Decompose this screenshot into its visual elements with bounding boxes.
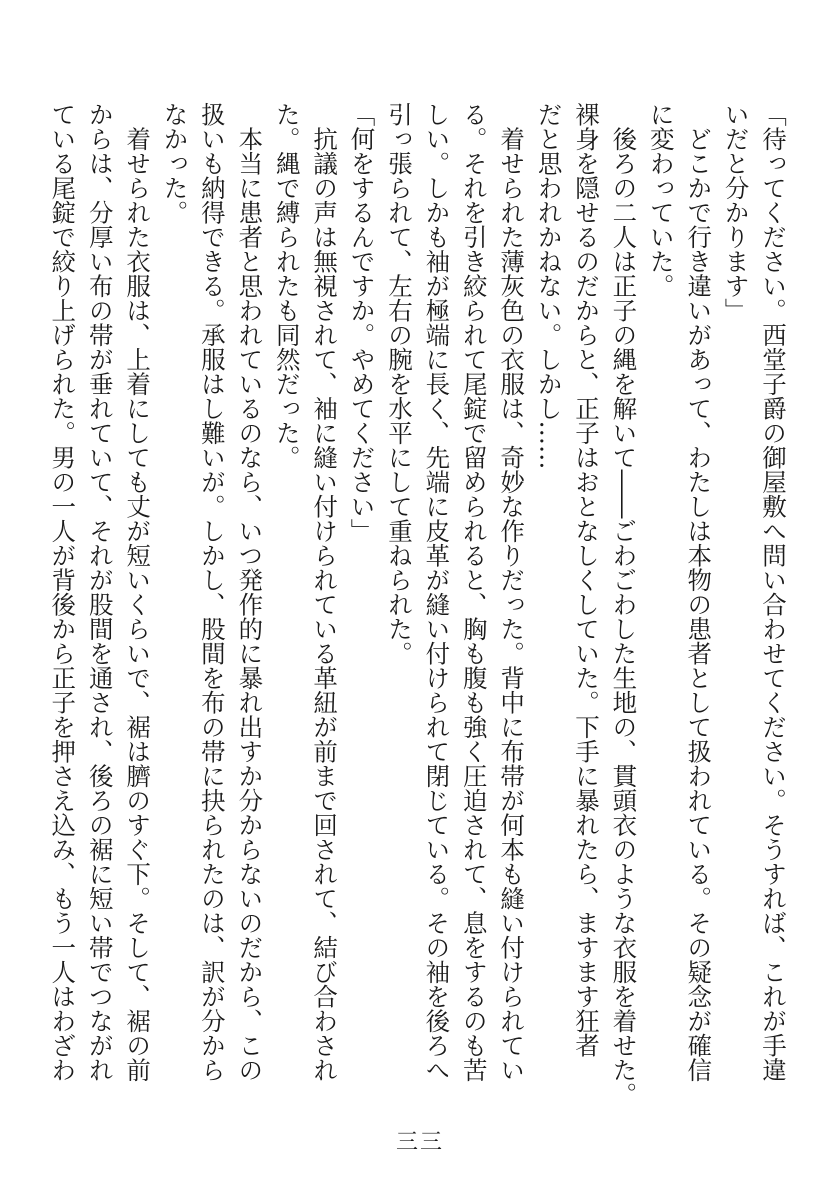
text-line: ている尾錠で絞り上げられた。男の一人が背後から正子を押さえ込み、もう一人はわざわ (48, 102, 78, 1082)
text-line: 裸身を隠せるのだからと、正子はおとなしくしていた。下手に暴れたら、ますます狂者 (571, 102, 601, 1058)
text-line: 本当に患者と思われているのなら、いつ発作的に暴れ出すか分からないのだから、この (235, 102, 265, 1082)
text-line: 引っ張られて、左右の腕を水平にして重ねられた。 (384, 102, 414, 666)
text-line: なかった。 (160, 102, 190, 225)
text-line: いだと分かります」 (721, 102, 751, 323)
text-line: る。それを引き絞られて尾錠で留められると、胸も腹も強く圧迫されて、息をするのも苦 (459, 102, 489, 1082)
text-line: 「何をするんですか。やめてください」 (347, 102, 377, 543)
text-line: だと思われかねない。しかし…… (534, 102, 564, 470)
text-line: に変わっていた。 (646, 102, 676, 298)
text-line: からは、分厚い布の帯が垂れていて、それが股間を通され、後ろの裾に短い帯でつながれ (85, 102, 115, 1082)
text-line: 扱いも納得できる。承服はし難いが。しかし、股間を布の帯に抉られたのは、訳が分から (197, 102, 227, 1082)
text-line: どこかで行き違いがあって、わたしは本物の患者として扱われている。その疑念が確信 (684, 102, 714, 1082)
text-line: しい。しかも袖が極端に長く、先端に皮革が縫い付けられて閉じている。その袖を後ろへ (422, 102, 452, 1082)
text-line: 着せられた薄灰色の衣服は、奇妙な作りだった。背中に布帯が何本も縫い付けられてい (497, 102, 527, 1082)
page-number: 三三 (395, 1130, 444, 1155)
vertical-text-body (44, 102, 792, 1107)
text-line: 抗議の声は無視されて、袖に縫い付けられている革紐が前まで回されて、結び合わされ (310, 102, 340, 1082)
text-line: 着せられた衣服は、上着にしても丈が短いくらいで、裾は臍のすぐ下。そして、裾の前 (123, 102, 153, 1082)
text-line: 「待ってください。西堂子爵の御屋敷へ問い合わせてください。そうすれば、これが手違 (759, 102, 788, 1082)
text-line: 後ろの二人は正子の縄を解いて――ごわごわした生地の、貫頭衣のような衣服を着せた。 (609, 102, 639, 1107)
text-line: た。縄で縛られたも同然だった。 (272, 102, 302, 470)
